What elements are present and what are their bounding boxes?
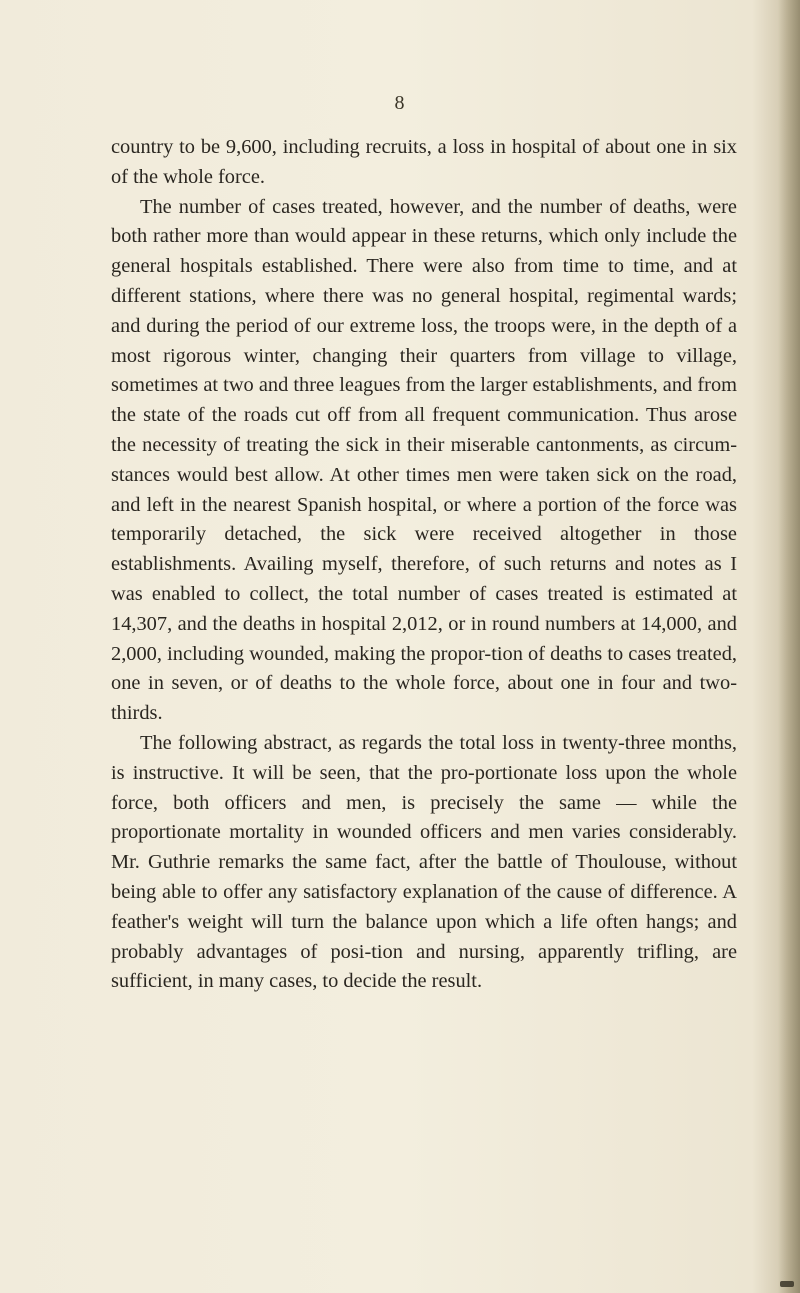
- page-number: 8: [394, 92, 406, 114]
- paragraph-continuation: country to be 9,600, including recruits, a loss in hospital of about one in six of the whole force.: [111, 136, 737, 188]
- paragraph-abstract: The following abstract, as regards the total loss in twenty-three months, is instructive. It will be seen, that the pro-portionate loss upon the whole force, both officers and men, is precisely the same — while the proportionate mortality in wounded officers and men varies considerably. Mr. Guthrie remarks the same fact, after the battle of Thoulouse, without being able to offer any satisfactory explanation of the cause of difference. A feather's weight will turn the balance upon which a life often hangs; and probably advantages of posi-tion and nursing, apparently trifling, are sufficient, in many cases, to decide the result.: [111, 731, 737, 993]
- page-edge-shadow: [778, 0, 800, 1293]
- body-text: [111, 133, 737, 997]
- paragraph-cases-treated: The number of cases treated, however, and the number of deaths, were both rather more than would appear in these returns, which only include the general hospitals established. There were also from time to time, and at different stations, where there was no general hospital, regimental wards; and during the period of our extreme loss, the troops were, in the depth of a most rigorous winter, changing their quarters from village to village, sometimes at two and three leagues from the larger establishments, and from the state of the roads cut off from all frequent communication. Thus arose the necessity of treating the sick in their miserable cantonments, as circum-stances would best allow. At other times men were taken sick on the road, and left in the nearest Spanish hospital, or where a portion of the force was temporarily detached, the sick were received altogether in those establishments. Availing myself, therefore, of such returns and notes as I was enabled to collect, the total number of cases treated is estimated at 14,307, and the deaths in hospital 2,012, or in round numbers at 14,000, and 2,000, including wounded, making the propor-tion of deaths to cases treated, one in seven, or of deaths to the whole force, about one in four and two-thirds.: [111, 195, 737, 725]
- page-corner-mark: [780, 1281, 794, 1287]
